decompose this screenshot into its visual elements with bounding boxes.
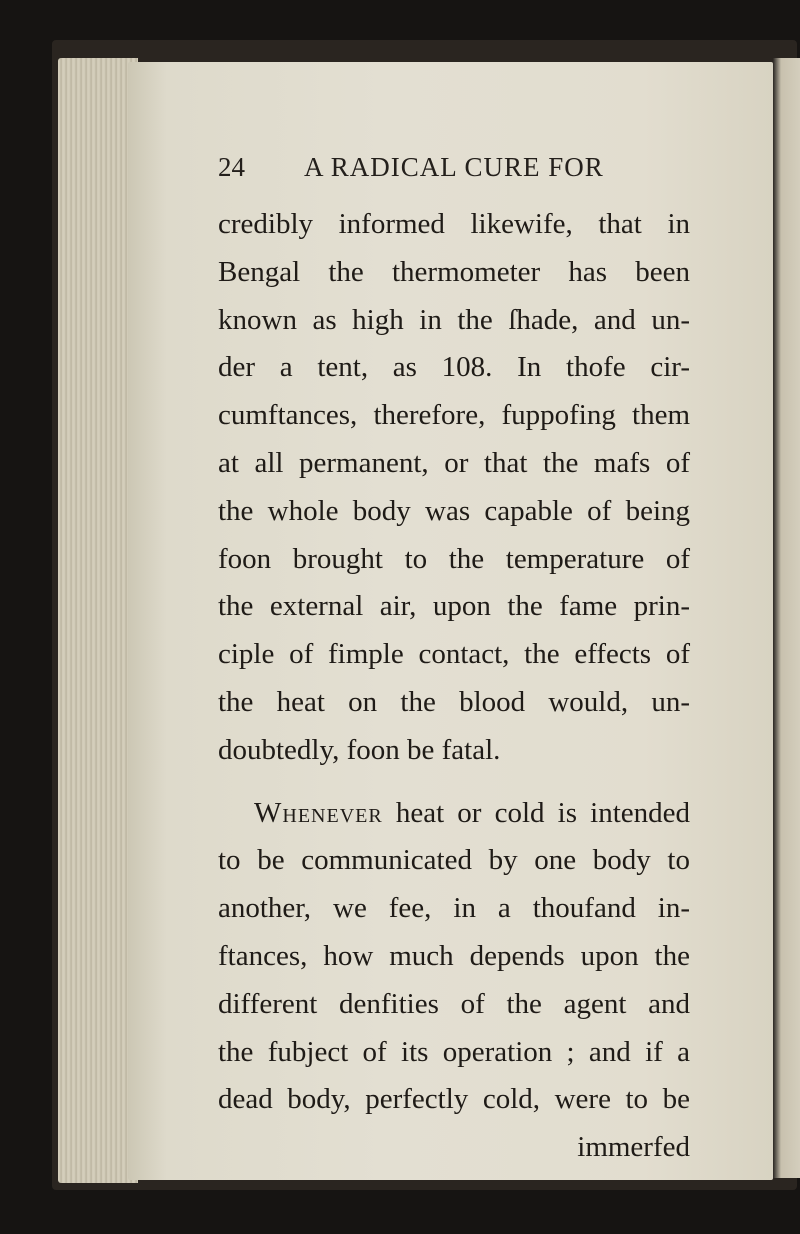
text-line: the external air, upon the fame prin-	[218, 590, 690, 623]
facing-page-edge	[773, 58, 800, 1178]
text-line: foon brought to the temperature of	[218, 542, 690, 575]
text-line: ciple of fimple contact, the effects of	[218, 638, 690, 671]
page-number: 24	[218, 152, 245, 182]
running-head: A RADICAL CURE FOR	[304, 152, 604, 182]
paragraph-first-line	[218, 793, 690, 841]
text-line: credibly informed likewife, that in	[218, 208, 690, 240]
text-line: at all permanent, or that the mafs of	[218, 446, 690, 479]
text-line: the fubject of its operation ; and if a	[218, 1035, 690, 1068]
text-line: the whole body was capable of being	[218, 494, 690, 527]
text-line: another, we fee, in a thoufand in-	[218, 892, 690, 925]
text-line: der a tent, as 108. In thofe cir-	[218, 351, 690, 384]
first-line-text: heat or cold is intended	[395, 796, 690, 829]
paragraph-gap	[218, 778, 690, 793]
small-caps-opening: Whenever	[254, 796, 383, 829]
text-line: cumftances, therefore, fuppofing them	[218, 399, 690, 432]
text-line: dead body, perfectly cold, were to be	[218, 1083, 690, 1116]
page-edges	[58, 58, 138, 1183]
text-line: to be communicated by one body to	[218, 844, 690, 877]
catchword: immerfed	[577, 1131, 690, 1164]
text-line: the heat on the blood would, un-	[218, 685, 690, 718]
text-line: different denfities of the agent and	[218, 987, 690, 1020]
text-line: known as high in the ſhade, and un-	[218, 303, 690, 336]
text-line: Bengal the thermometer has been	[218, 255, 690, 288]
text-line: ftances, how much depends upon the	[218, 939, 690, 972]
page-header	[218, 152, 678, 192]
text-line: doubtedly, foon be fatal.	[218, 733, 501, 766]
body-text	[218, 204, 690, 1175]
